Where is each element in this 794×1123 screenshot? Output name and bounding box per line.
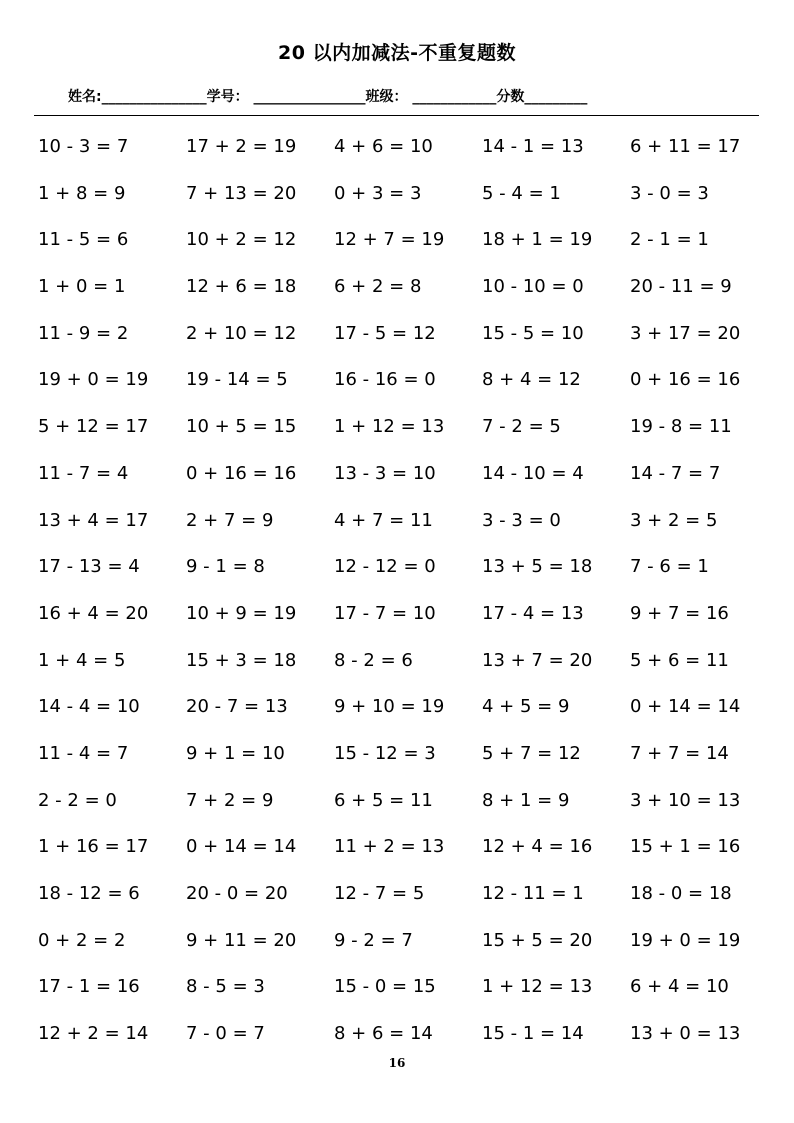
math-problem: 1 + 12 = 13	[482, 976, 593, 998]
math-problem: 17 - 5 = 12	[334, 322, 436, 344]
math-problem: 11 - 5 = 6	[38, 229, 129, 251]
math-problem: 9 - 2 = 7	[334, 929, 413, 951]
math-problem: 10 + 2 = 12	[186, 229, 297, 251]
problem-row	[38, 551, 778, 598]
math-problem: 0 + 2 = 2	[38, 929, 126, 951]
math-problem: 0 + 16 = 16	[186, 462, 297, 484]
problem-row	[38, 458, 778, 505]
math-problem: 7 - 6 = 1	[630, 556, 709, 578]
math-problem: 6 + 2 = 8	[334, 276, 422, 298]
math-problem: 13 + 4 = 17	[38, 509, 149, 531]
math-problem: 19 + 0 = 19	[38, 369, 149, 391]
problem-row	[38, 131, 778, 178]
problem-row	[38, 878, 778, 925]
math-problem: 10 + 5 = 15	[186, 416, 297, 438]
math-problem: 17 - 1 = 16	[38, 976, 140, 998]
problem-row	[38, 691, 778, 738]
math-problem: 1 + 16 = 17	[38, 836, 149, 858]
math-problem: 1 + 4 = 5	[38, 649, 126, 671]
math-problem: 7 + 13 = 20	[186, 182, 297, 204]
math-problem: 0 + 14 = 14	[630, 696, 741, 718]
math-problem: 20 - 11 = 9	[630, 276, 732, 298]
math-problem: 0 + 14 = 14	[186, 836, 297, 858]
math-problem: 6 + 11 = 17	[630, 136, 741, 157]
math-problem: 9 + 11 = 20	[186, 929, 297, 951]
math-problem: 13 + 7 = 20	[482, 649, 593, 671]
math-problem: 19 + 0 = 19	[630, 929, 741, 951]
math-problem: 11 - 7 = 4	[38, 462, 129, 484]
math-problem: 12 + 7 = 19	[334, 229, 445, 251]
math-problem: 3 - 0 = 3	[630, 182, 709, 204]
math-problem: 15 + 1 = 16	[630, 836, 741, 858]
math-problem: 8 + 1 = 9	[482, 789, 570, 811]
math-problem: 13 - 3 = 10	[334, 462, 436, 484]
math-problem: 9 + 1 = 10	[186, 742, 285, 764]
math-problem: 17 - 13 = 4	[38, 556, 140, 578]
math-problem: 3 + 17 = 20	[630, 322, 741, 344]
math-problem: 18 + 1 = 19	[482, 229, 593, 251]
math-problem: 14 - 1 = 13	[482, 136, 584, 157]
problem-row	[38, 831, 778, 878]
math-problem: 2 - 2 = 0	[38, 789, 117, 811]
math-problem: 15 - 12 = 3	[334, 742, 436, 764]
math-problem: 17 - 4 = 13	[482, 602, 584, 624]
math-problem: 13 + 0 = 13	[630, 1023, 741, 1045]
math-problem: 2 + 7 = 9	[186, 509, 274, 531]
class-field-label: 班级： ____________	[365, 89, 497, 105]
math-problem: 15 + 5 = 20	[482, 929, 593, 951]
problem-row	[38, 411, 778, 458]
math-problem: 15 - 5 = 10	[482, 322, 584, 344]
math-problem: 11 - 9 = 2	[38, 322, 129, 344]
problem-row	[38, 364, 778, 411]
math-problem: 3 + 10 = 13	[630, 789, 741, 811]
page-number: 16	[388, 1056, 406, 1070]
problem-row	[38, 318, 778, 365]
header-divider	[34, 115, 759, 116]
math-problem: 20 - 7 = 13	[186, 696, 288, 718]
math-problem: 7 + 7 = 14	[630, 742, 729, 764]
math-problem: 3 + 2 = 5	[630, 509, 718, 531]
score-field-label: 分数_________	[496, 89, 588, 105]
math-problem: 13 + 5 = 18	[482, 556, 593, 578]
math-problem: 17 - 7 = 10	[334, 602, 436, 624]
math-problem: 0 + 3 = 3	[334, 182, 422, 204]
math-problem: 2 + 10 = 12	[186, 322, 297, 344]
student-id-field-label: 学号： ________________	[206, 89, 366, 105]
math-problem: 1 + 0 = 1	[38, 276, 126, 298]
math-problem: 12 - 7 = 5	[334, 883, 425, 904]
math-problem: 20 - 0 = 20	[186, 883, 288, 904]
name-field-label: 姓名:_______________	[68, 89, 207, 105]
problem-row	[38, 505, 778, 552]
math-problem: 11 + 2 = 13	[334, 836, 445, 858]
problem-row	[38, 971, 778, 1018]
math-problem: 3 - 3 = 0	[482, 509, 561, 531]
problem-row	[38, 738, 778, 785]
math-problem: 5 + 12 = 17	[38, 416, 149, 438]
math-problem: 15 + 3 = 18	[186, 649, 297, 671]
math-problem: 14 - 4 = 10	[38, 696, 140, 718]
problem-row	[38, 645, 778, 692]
math-problem: 7 - 0 = 7	[186, 1023, 265, 1045]
math-problem: 12 - 11 = 1	[482, 883, 584, 904]
math-problem: 18 - 0 = 18	[630, 883, 732, 904]
math-problem: 6 + 4 = 10	[630, 976, 729, 998]
math-problem: 8 - 2 = 6	[334, 649, 413, 671]
math-problem: 19 - 14 = 5	[186, 369, 288, 391]
problem-row	[38, 785, 778, 832]
math-problem: 10 - 10 = 0	[482, 276, 584, 298]
math-problem: 15 - 0 = 15	[334, 976, 436, 998]
math-problem: 6 + 5 = 11	[334, 789, 433, 811]
math-problem: 9 + 7 = 16	[630, 602, 729, 624]
math-problem: 7 - 2 = 5	[482, 416, 561, 438]
problem-row	[38, 224, 778, 271]
student-info-line	[68, 86, 587, 106]
math-problem: 15 - 1 = 14	[482, 1023, 584, 1045]
math-problem: 16 + 4 = 20	[38, 602, 149, 624]
math-problem: 17 + 2 = 19	[186, 136, 297, 157]
math-problem: 2 - 1 = 1	[630, 229, 709, 251]
math-problem: 11 - 4 = 7	[38, 742, 129, 764]
math-problem: 4 + 6 = 10	[334, 136, 433, 157]
math-problem: 5 + 7 = 12	[482, 742, 581, 764]
problem-row	[38, 271, 778, 318]
math-problem: 8 + 6 = 14	[334, 1023, 433, 1045]
math-problem: 0 + 16 = 16	[630, 369, 741, 391]
math-problem: 1 + 12 = 13	[334, 416, 445, 438]
math-problem: 14 - 10 = 4	[482, 462, 584, 484]
problem-grid	[38, 131, 778, 1065]
problem-row	[38, 598, 778, 645]
math-problem: 12 + 6 = 18	[186, 276, 297, 298]
math-problem: 4 + 5 = 9	[482, 696, 570, 718]
math-problem: 12 + 2 = 14	[38, 1023, 149, 1045]
math-problem: 5 - 4 = 1	[482, 182, 561, 204]
math-problem: 10 + 9 = 19	[186, 602, 297, 624]
math-problem: 5 + 6 = 11	[630, 649, 729, 671]
math-problem: 16 - 16 = 0	[334, 369, 436, 391]
problem-row	[38, 925, 778, 972]
math-problem: 4 + 7 = 11	[334, 509, 433, 531]
math-problem: 12 + 4 = 16	[482, 836, 593, 858]
math-problem: 1 + 8 = 9	[38, 182, 126, 204]
math-problem: 14 - 7 = 7	[630, 462, 721, 484]
math-problem: 19 - 8 = 11	[630, 416, 732, 438]
page-title: 20 以内加减法-不重复题数	[278, 42, 516, 64]
math-problem: 12 - 12 = 0	[334, 556, 436, 578]
math-problem: 7 + 2 = 9	[186, 789, 274, 811]
math-problem: 9 + 10 = 19	[334, 696, 445, 718]
math-problem: 18 - 12 = 6	[38, 883, 140, 904]
math-problem: 10 - 3 = 7	[38, 136, 129, 157]
math-problem: 8 - 5 = 3	[186, 976, 265, 998]
math-problem: 8 + 4 = 12	[482, 369, 581, 391]
problem-row	[38, 178, 778, 225]
math-problem: 9 - 1 = 8	[186, 556, 265, 578]
